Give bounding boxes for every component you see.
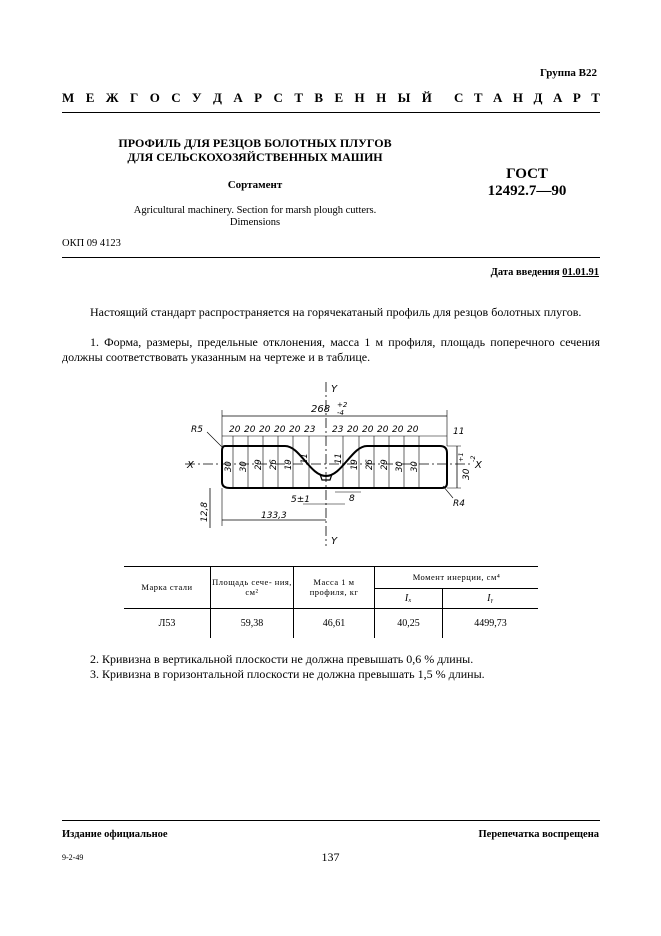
- intro-date-value: 01.01.91: [562, 267, 599, 278]
- pitch-label: 20: [259, 425, 271, 435]
- radius-right-label: R4: [453, 499, 465, 509]
- paragraph-2: 2. Кривизна в вертикальной плоскости не должна превышать 0,6 % длины.: [90, 652, 474, 666]
- overall-tol-lower: -4: [337, 409, 344, 417]
- banner-word-1: М Е Ж Г О С У Д А Р С Т В Е Н Н Ы Й: [62, 90, 432, 105]
- cell-ix: 40,25: [375, 608, 443, 638]
- overall-width-label: 268: [311, 404, 331, 415]
- pitch-label: 20: [289, 425, 301, 435]
- groove-label: 5±1: [291, 495, 310, 505]
- introduction-date: [491, 267, 599, 278]
- height-label-left: 30: [224, 461, 234, 472]
- pitch-label: 20: [392, 425, 404, 435]
- right-edge-label: 11: [453, 427, 465, 437]
- radius-left-label: R5: [191, 425, 203, 435]
- header-iy: Iᵧ: [442, 588, 538, 608]
- header-mass: Масса 1 м профиля, кг: [294, 566, 375, 608]
- height-label-right: 26: [365, 459, 375, 470]
- gost-label: ГОСТ: [506, 166, 548, 182]
- right-height-label: 30: [462, 468, 472, 480]
- cell-iy: 4499,73: [442, 608, 538, 638]
- paragraph-1: 1. Форма, размеры, предельные отклонения, масса 1 м профиля, площадь поперечного сечения должны соответствовать указанным на чертеже и в таблице.: [62, 335, 600, 364]
- header-rule: [62, 112, 600, 113]
- axis-y-top-label: Y: [331, 384, 338, 395]
- subtitle: Сортамент: [227, 179, 283, 191]
- cell-steel: Л53: [124, 608, 211, 638]
- axis-x-right-label: X: [475, 460, 482, 471]
- bottom-offset-label: 12,8: [200, 501, 210, 522]
- height-label-left: 11: [300, 453, 310, 464]
- pitch-label: 20: [377, 425, 389, 435]
- height-label-left: 30: [239, 461, 249, 472]
- english-title-1: Agricultural machinery. Section for marsh plough cutters.: [133, 205, 377, 216]
- height-label-right: 29: [380, 459, 390, 470]
- pitch-label: 20: [407, 425, 419, 435]
- title-line-2: ДЛЯ СЕЛЬСКОХОЗЯЙСТВЕННЫХ МАШИН: [127, 150, 383, 164]
- header-area: Площадь сече- ния, см²: [211, 566, 294, 608]
- axis-x-left-label: X: [187, 460, 194, 471]
- okp-code: ОКП 09 4123: [62, 238, 121, 249]
- height-label-right: 30: [410, 461, 420, 472]
- cell-mass: 46,61: [294, 608, 375, 638]
- intro-date-label: Дата введения: [490, 267, 560, 278]
- paragraph-3: 3. Кривизна в горизонтальной плоскости не должна превышать 1,5 % длины.: [90, 667, 485, 681]
- height-label-right: 30: [395, 461, 405, 472]
- okp-rule: [62, 257, 600, 258]
- standard-banner: [62, 90, 600, 106]
- half-width-label: 133,3: [261, 511, 287, 521]
- paragraph-scope: Настоящий стандарт распространяется на горячекатаный профиль для резцов болотных плугов.: [90, 305, 582, 319]
- right-height-tol-upper: +1: [457, 452, 465, 462]
- title-line-1: ПРОФИЛЬ ДЛЯ РЕЗЦОВ БОЛОТНЫХ ПЛУГОВ: [118, 136, 392, 150]
- profile-drawing: [185, 380, 485, 548]
- pitch-label: 23: [304, 425, 316, 435]
- groove-width-label: 8: [349, 494, 355, 504]
- header-moment: Момент инерции, см⁴: [375, 566, 539, 588]
- banner-word-2: С Т А Н Д А Р Т: [454, 90, 600, 105]
- right-height-tol-lower: -2: [469, 455, 477, 462]
- print-code: 9-2-49: [62, 853, 84, 862]
- reprint-note: Перепечатка воспрещена: [478, 829, 599, 840]
- overall-tol-upper: +2: [337, 401, 348, 409]
- height-label-left: 26: [269, 459, 279, 470]
- page-number: 137: [321, 850, 340, 864]
- pitch-label: 20: [244, 425, 256, 435]
- pitch-label: 20: [362, 425, 374, 435]
- cell-area: 59,38: [211, 608, 294, 638]
- height-label-left: 19: [284, 459, 294, 470]
- header-steel: Марка стали: [124, 566, 211, 608]
- pitch-label: 23: [332, 425, 344, 435]
- properties-table: [124, 566, 538, 638]
- height-label-left: 29: [254, 459, 264, 470]
- pitch-label: 20: [347, 425, 359, 435]
- table-row: [124, 608, 538, 638]
- footer-rule: [62, 820, 600, 821]
- edition-note: Издание официальное: [62, 829, 168, 840]
- header-ix: Iₓ: [375, 588, 443, 608]
- pitch-label: 20: [229, 425, 241, 435]
- height-label-right: 11: [334, 453, 344, 464]
- pitch-label: 20: [274, 425, 286, 435]
- height-label-right: 19: [350, 459, 360, 470]
- axis-y-bottom-label: Y: [331, 536, 338, 547]
- gost-number: 12492.7—90: [487, 183, 567, 199]
- group-code: Группа В22: [539, 67, 597, 79]
- english-title-2: Dimensions: [229, 217, 281, 228]
